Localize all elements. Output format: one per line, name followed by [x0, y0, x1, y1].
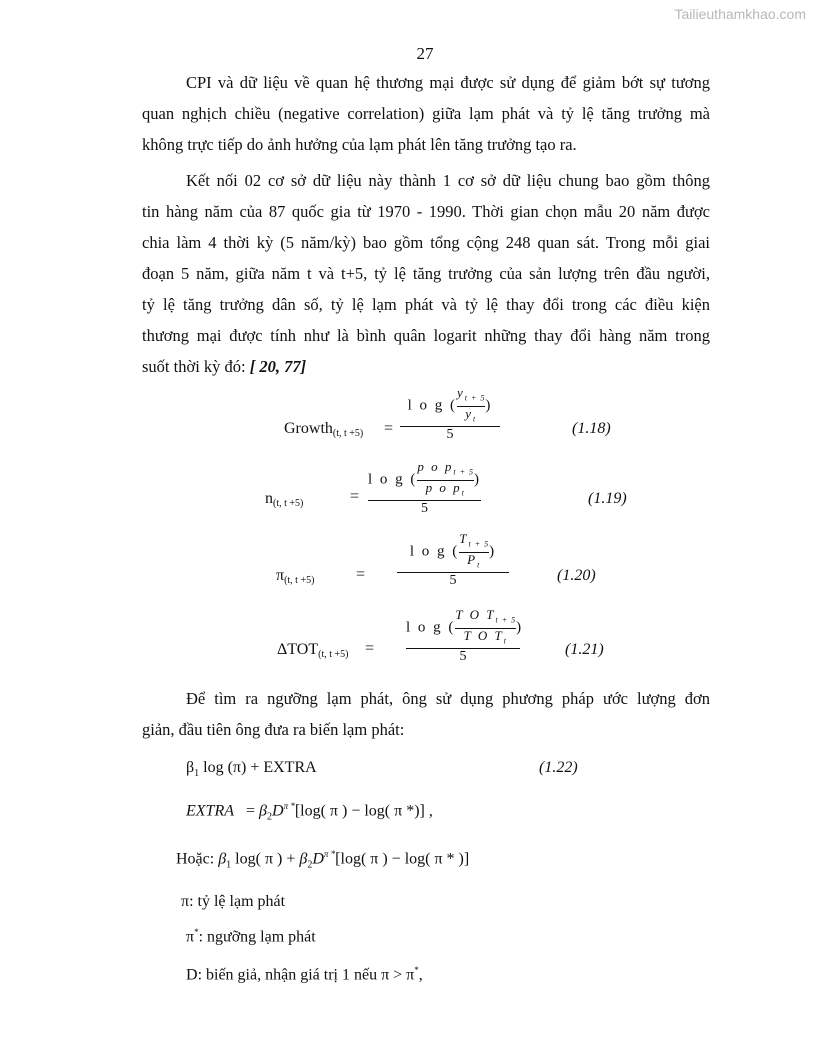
text-line: CPI và dữ liệu về quan hệ thương mại được sử dụng để giảm bớt sự tương — [186, 73, 710, 92]
text-line: đoạn 5 năm, giữa năm t và t+5, tỷ lệ tăng trưởng của sản lượng trên đầu người, — [142, 264, 710, 283]
equation-number: (1.19) — [588, 490, 627, 507]
extra-definition: EXTRA = $\beta_2D^{\pi *}[\log$( π ) − log( π *)] , — [186, 801, 433, 823]
page-number: 27 — [416, 44, 434, 63]
equation-lhs: Growth$_{(t, t +5)}$ — [284, 420, 364, 439]
text-line: chia làm 4 thời kỳ (5 năm/kỳ) bao gồm tổng cộng 248 quan sát. Trong mỗi giai — [142, 233, 710, 252]
equation-lhs: $\Delta TOT_{(t, t +5)}$ — [277, 641, 349, 660]
fraction: l o g ( $\frac{T_{t + 5}}{P_t}$ ) 5 — [397, 532, 509, 589]
definition-dummy-variable: D: biến giả, nhận giá trị 1 nếu π > π*, — [186, 965, 423, 984]
text-line: không trực tiếp do ảnh hưởng của lạm phát lên tăng trưởng tạo ra. — [142, 135, 577, 154]
text-line: quan nghịch chiều (negative correlation) giữa lạm phát và tỷ lệ tăng trưởng mà — [142, 104, 710, 123]
equals-sign: = — [350, 488, 360, 505]
equation-number: (1.22) — [539, 759, 578, 776]
equation-1-22: $\beta_1$ log (π) + EXTRA — [186, 759, 317, 780]
equals-sign: = — [356, 566, 366, 583]
text-line: tin hàng năm của 87 quốc gia từ 1970 - 1990. Thời gian chọn mẫu 20 năm được — [142, 202, 710, 221]
equation-lhs: $n_{(t, t +5)}$ — [265, 490, 304, 509]
definition-inflation-threshold: π*: ngưỡng lạm phát — [186, 927, 316, 946]
fraction: l o g ( $\frac{p o p_{t + 5}}{p o p_t}$ ) 5 — [368, 459, 482, 517]
equation-lhs: $\pi_{(t, t +5)}$ — [276, 567, 315, 586]
fraction: l o g ( $\frac{y_{t + 5}}{y_t}$ ) 5 — [400, 386, 500, 443]
paragraph-2 — [142, 165, 710, 382]
citation: [ 20, 77] — [249, 357, 307, 376]
text-line: suốt thời kỳ đó: [ 20, 77] — [142, 357, 307, 376]
definition-inflation-rate: π: tỷ lệ lạm phát — [181, 893, 286, 910]
watermark: Tailieuthamkhao.com — [674, 6, 806, 22]
equation-number: (1.20) — [557, 567, 596, 584]
text-line: giản, đầu tiên ông đưa ra biến lạm phát: — [142, 720, 405, 739]
equals-sign: = — [384, 420, 394, 437]
equation-number: (1.18) — [572, 420, 611, 437]
text-line: Kết nối 02 cơ sở dữ liệu này thành 1 cơ sở dữ liệu chung bao gồm thông — [186, 171, 710, 190]
fraction: l o g ( $\frac{T O T_{t + 5}}{T O T_t}$ ) 5 — [406, 607, 524, 665]
equation-number: (1.21) — [565, 641, 604, 658]
paragraph-3 — [142, 683, 710, 745]
equals-sign: = — [365, 640, 375, 657]
text-line: Để tìm ra ngưỡng lạm phát, ông sử dụng phương pháp ước lượng đơn — [186, 689, 710, 708]
text-line: thương mại được tính như là bình quân logarit những thay đổi hàng năm trong — [142, 326, 710, 345]
text-line: tỷ lệ tăng trưởng dân số, tỷ lệ lạm phát và tỷ lệ thay đổi trong các điều kiện — [142, 295, 710, 314]
alternative-equation: Hoặc: $\beta_1$ log( π ) + $\beta_2D^{\pi *}[\log$( π ) − log( π * )] — [176, 849, 470, 871]
paragraph-1 — [142, 67, 710, 160]
